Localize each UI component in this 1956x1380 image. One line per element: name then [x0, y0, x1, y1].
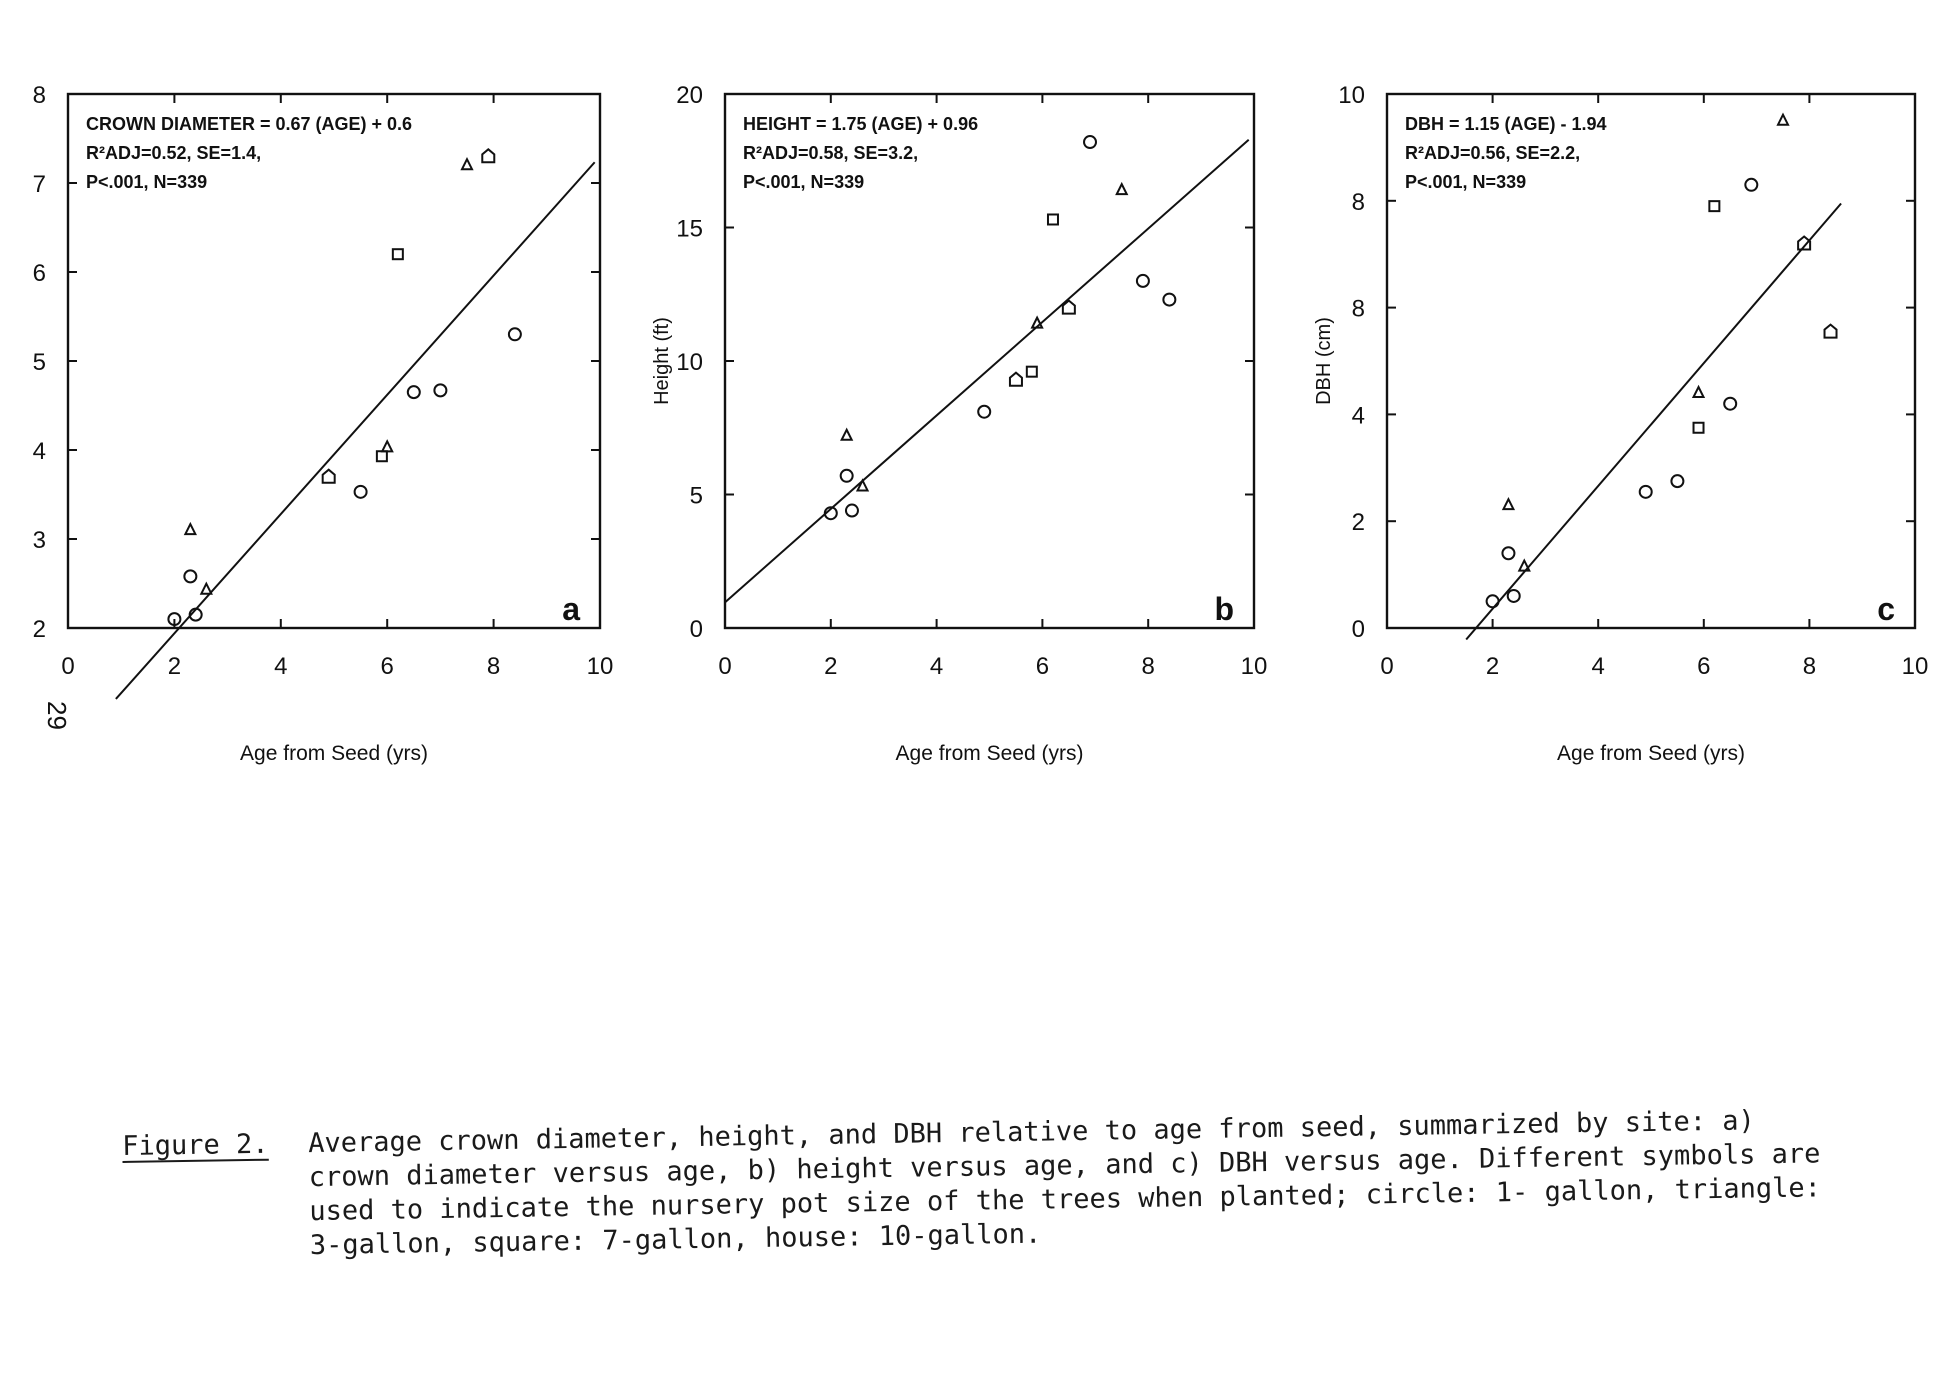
point-circle: [1724, 398, 1736, 410]
chart-panel-b: [651, 82, 1267, 765]
chart-panel-a: [33, 82, 614, 765]
point-square: [1694, 423, 1704, 433]
point-circle: [434, 384, 446, 396]
caption-label: Figure 2.: [122, 1128, 269, 1162]
regression-line: [116, 162, 595, 699]
x-tick-label: 2: [167, 653, 182, 680]
y-tick-label: 7: [32, 171, 46, 198]
regression-annotation-line: HEIGHT = 1.75 (AGE) + 0.96: [743, 114, 979, 134]
point-circle: [1671, 475, 1683, 487]
y-tick-label: 4: [32, 438, 46, 465]
regression-annotation-line: R²ADJ=0.56, SE=2.2,: [1405, 143, 1581, 163]
point-triangle: [462, 159, 472, 169]
x-tick-label: 6: [1697, 653, 1711, 680]
regression-annotation-line: DBH = 1.15 (AGE) - 1.94: [1405, 114, 1607, 134]
y-tick-label: 8: [32, 82, 46, 109]
regression-annotation-line: P<.001, N=339: [1405, 172, 1527, 192]
x-axis-label: Age from Seed (yrs): [895, 742, 1084, 765]
regression-annotation-line: CROWN DIAMETER = 0.67 (AGE) + 0.6: [86, 114, 413, 134]
x-tick-label: 8: [1141, 653, 1155, 680]
x-tick-label: 4: [929, 653, 944, 680]
regression-annotation-line: R²ADJ=0.58, SE=3.2,: [743, 143, 919, 163]
regression-annotation-line: P<.001, N=339: [743, 172, 865, 192]
point-square: [393, 249, 403, 259]
x-tick-label: 4: [1591, 653, 1605, 680]
point-square: [1048, 214, 1058, 224]
x-tick-label: 6: [1035, 653, 1050, 680]
panel-letter: b: [1214, 591, 1234, 627]
x-tick-label: 6: [380, 653, 394, 680]
x-tick-label: 8: [1802, 653, 1817, 680]
x-tick-label: 10: [1240, 653, 1268, 680]
x-tick-label: 10: [1901, 653, 1929, 680]
x-tick-label: 4: [274, 653, 288, 680]
regression-annotation-line: P<.001, N=339: [86, 172, 208, 192]
x-tick-label: 0: [61, 653, 75, 680]
y-axis-label: DBH (cm): [1313, 317, 1335, 405]
y-tick-label: 2: [32, 616, 46, 643]
point-house: [482, 149, 494, 162]
x-tick-label: 0: [718, 653, 732, 680]
x-tick-label: 8: [486, 653, 501, 680]
x-tick-label: 0: [1380, 653, 1394, 680]
y-tick-label: 5: [689, 482, 703, 510]
point-circle: [1084, 136, 1096, 148]
y-tick-label: 8: [1351, 188, 1365, 216]
x-tick-label: 10: [586, 653, 614, 680]
point-triangle: [1117, 184, 1127, 194]
point-circle: [509, 328, 521, 340]
point-house: [1010, 373, 1022, 386]
y-tick-label: 20: [676, 82, 703, 109]
y-axis-label: Height (ft): [651, 317, 673, 405]
point-circle: [408, 386, 420, 398]
page-number: 29: [41, 701, 72, 730]
x-tick-label: 2: [1485, 653, 1500, 680]
point-triangle: [382, 441, 392, 451]
point-triangle: [1694, 387, 1704, 397]
point-square: [1027, 367, 1037, 377]
panel-letter: c: [1877, 591, 1895, 627]
panel-letter: a: [562, 591, 580, 627]
point-circle: [1487, 595, 1499, 607]
point-triangle: [1778, 115, 1788, 125]
y-tick-label: 3: [32, 527, 46, 554]
caption-text: Average crown diameter, height, and DBH relative to age from seed, summarized by site: a) crown diameter versus age, b) height versus age, and c) DBH versus age. Different symbols are used to indicate the nursery pot size of the trees when planted; circle: 1- gallon, triangle: 3-gallon, square: 7-gallon, house: 10-gallon.: [307, 1105, 1822, 1262]
point-circle: [841, 470, 853, 482]
x-axis-label: Age from Seed (yrs): [240, 742, 428, 765]
y-tick-label: 10: [1338, 82, 1365, 109]
point-house: [1825, 325, 1837, 338]
point-circle: [1163, 294, 1175, 306]
point-triangle: [201, 584, 211, 594]
y-tick-label: 8: [1351, 295, 1365, 323]
point-circle: [846, 505, 858, 517]
y-tick-label: 5: [32, 349, 46, 376]
point-square: [377, 451, 387, 461]
point-circle: [184, 570, 196, 582]
chart-panel-c: [1313, 82, 1928, 765]
point-house: [323, 470, 335, 483]
y-tick-label: 4: [1351, 402, 1365, 430]
y-tick-label: 0: [1351, 616, 1365, 643]
point-circle: [978, 406, 990, 418]
y-tick-label: 0: [689, 616, 703, 643]
regression-line: [725, 140, 1249, 603]
x-tick-label: 2: [824, 653, 838, 680]
point-circle: [1640, 486, 1652, 498]
y-tick-label: 6: [32, 260, 46, 287]
point-triangle: [842, 430, 852, 440]
point-circle: [1502, 547, 1514, 559]
point-circle: [355, 486, 367, 498]
point-triangle: [858, 480, 868, 490]
point-triangle: [1503, 499, 1513, 509]
x-axis-label: Age from Seed (yrs): [1557, 742, 1745, 765]
y-tick-label: 15: [676, 215, 703, 243]
regression-annotation-line: R²ADJ=0.52, SE=1.4,: [86, 143, 262, 163]
y-tick-label: 10: [676, 349, 703, 376]
point-triangle: [185, 524, 195, 534]
point-circle: [1745, 179, 1757, 191]
point-square: [1709, 201, 1719, 211]
y-tick-label: 2: [1351, 509, 1365, 537]
point-circle: [1137, 275, 1149, 287]
point-triangle: [1519, 561, 1529, 571]
regression-line: [1466, 203, 1841, 639]
point-circle: [1508, 590, 1520, 602]
